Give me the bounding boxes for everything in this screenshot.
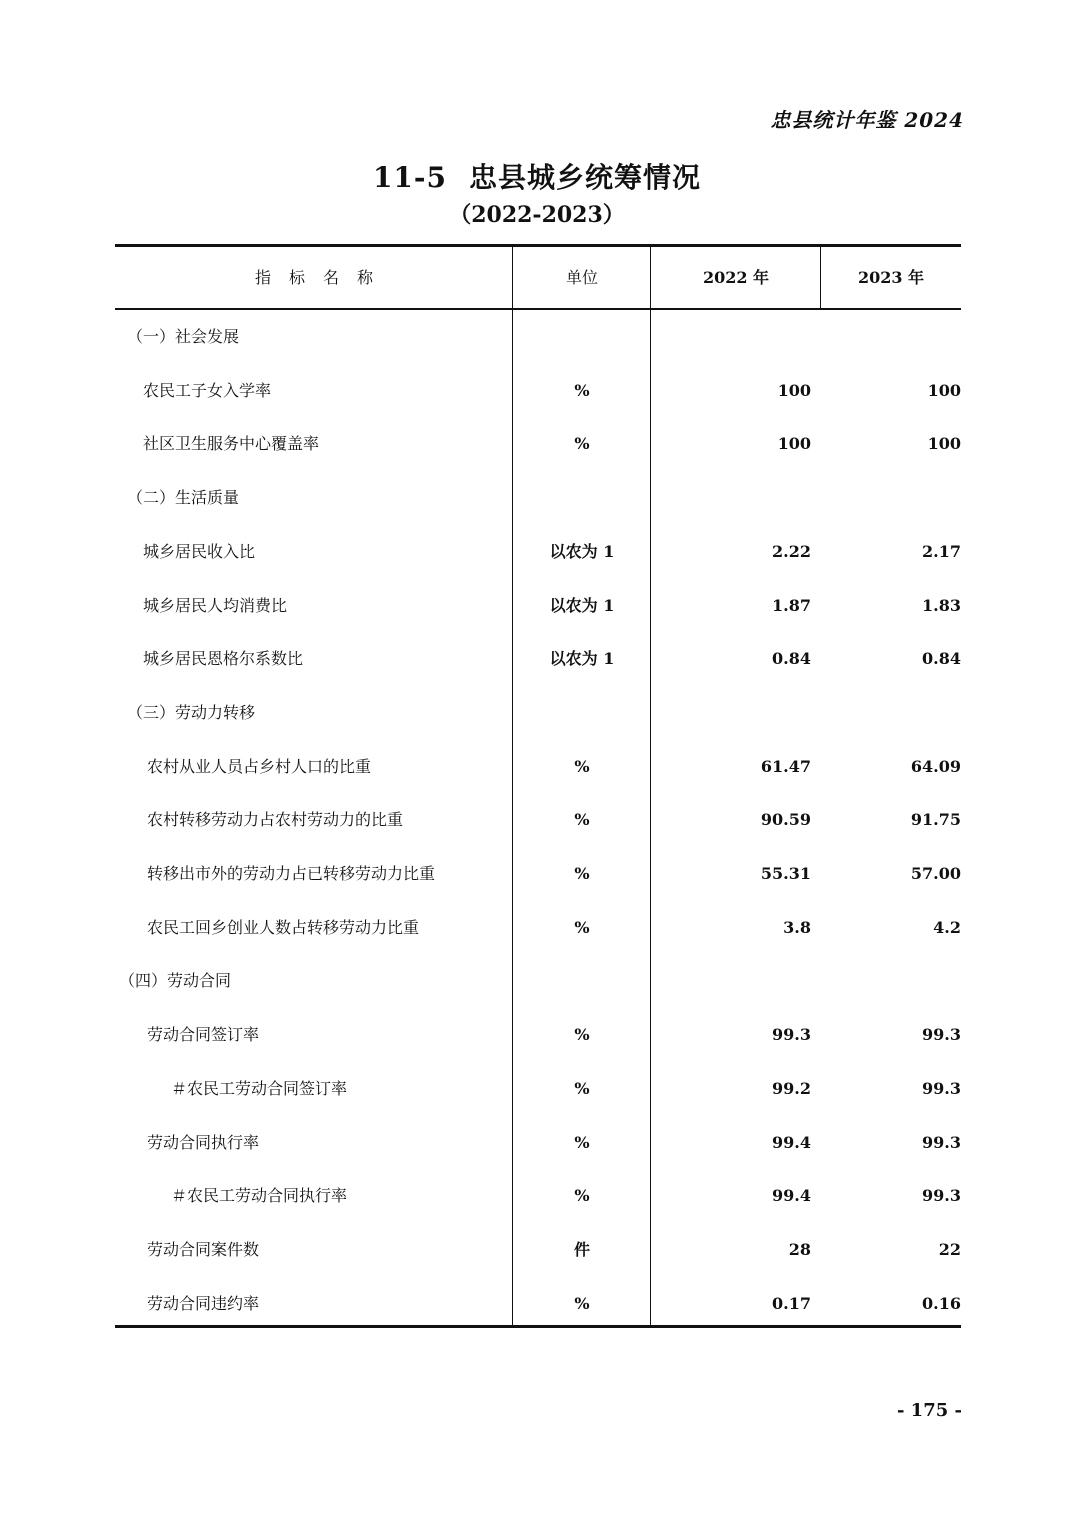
row-name: 劳动合同案件数	[147, 1239, 260, 1259]
table-row	[115, 954, 961, 1008]
row-value-2022: 1.87	[772, 595, 811, 615]
row-value-2023: 100	[927, 434, 961, 454]
row-name: 农民工回乡创业人数占转移劳动力比重	[147, 917, 420, 937]
row-unit: %	[574, 1132, 590, 1152]
row-value-2023	[821, 954, 961, 1008]
table-row	[115, 847, 961, 901]
table-title-text: 忠县城乡统筹情况	[469, 161, 702, 194]
row-value-2022	[651, 954, 811, 1008]
row-value-2022: 2.22	[772, 541, 811, 561]
row-value-2022: 90.59	[760, 810, 811, 830]
row-value-2023: 100	[927, 380, 961, 400]
table-row	[115, 417, 961, 471]
row-unit: %	[574, 810, 590, 830]
row-value-2023	[821, 471, 961, 525]
row-unit: %	[574, 1293, 590, 1313]
table-row	[115, 579, 961, 633]
row-name: 社区卫生服务中心覆盖率	[143, 434, 320, 454]
row-value-2023: 99.3	[922, 1025, 961, 1045]
row-name: 城乡居民恩格尔系数比	[143, 649, 304, 669]
row-unit: 件	[573, 1239, 590, 1259]
running-header: 忠县统计年鉴 2024	[770, 108, 964, 132]
row-name: 劳动合同签订率	[147, 1025, 260, 1045]
row-name: （二）生活质量	[127, 488, 240, 508]
table-row	[115, 632, 961, 686]
table-row	[115, 1277, 961, 1331]
column-header-2022: 2022 年	[702, 268, 770, 287]
row-value-2023: 99.3	[922, 1132, 961, 1152]
row-value-2023: 99.3	[922, 1078, 961, 1098]
table-row	[115, 1008, 961, 1062]
row-name: （一）社会发展	[127, 327, 240, 346]
row-value-2023	[821, 310, 961, 364]
column-header-unit: 单位	[565, 268, 598, 287]
table-row	[115, 1169, 961, 1223]
table-row	[115, 740, 961, 794]
row-value-2022: 100	[777, 380, 811, 400]
row-value-2023: 0.84	[922, 649, 961, 669]
row-name: 城乡居民人均消费比	[143, 595, 288, 615]
row-value-2023: 4.2	[933, 917, 961, 937]
row-name: 农民工子女入学率	[143, 380, 272, 400]
row-unit	[513, 954, 651, 1008]
row-unit	[513, 471, 651, 525]
row-name: ＃农民工劳动合同签订率	[171, 1078, 348, 1098]
row-value-2022: 61.47	[760, 756, 811, 776]
table-row	[115, 1116, 961, 1170]
row-name: 转移出市外的劳动力占已转移劳动力比重	[147, 864, 436, 883]
row-value-2022	[651, 471, 811, 525]
table-row	[115, 1062, 961, 1116]
row-value-2022: 100	[777, 434, 811, 454]
row-name: 农村从业人员占乡村人口的比重	[147, 756, 372, 776]
table-number: 11-5	[372, 161, 448, 194]
row-value-2022: 99.4	[772, 1186, 811, 1206]
row-value-2023: 0.16	[922, 1293, 961, 1313]
row-name: 城乡居民收入比	[143, 541, 256, 561]
row-name: 农村转移劳动力占农村劳动力的比重	[147, 810, 404, 830]
row-value-2023: 99.3	[922, 1186, 961, 1206]
row-unit: %	[574, 380, 590, 400]
row-value-2022: 0.17	[772, 1293, 811, 1313]
row-unit: %	[574, 864, 590, 883]
row-unit	[513, 310, 651, 364]
column-header-2023: 2023 年	[857, 268, 925, 287]
row-value-2022: 99.4	[772, 1132, 811, 1152]
table-row	[115, 901, 961, 955]
row-value-2023: 2.17	[922, 541, 961, 561]
row-value-2022: 3.8	[783, 917, 811, 937]
row-value-2023: 57.00	[910, 864, 961, 883]
row-value-2022	[651, 686, 811, 740]
row-value-2022: 55.31	[760, 864, 811, 883]
table-row	[115, 793, 961, 847]
row-unit: %	[574, 1186, 590, 1206]
row-name: ＃农民工劳动合同执行率	[171, 1186, 348, 1206]
column-header-name: 指标名称	[254, 268, 391, 287]
row-value-2023	[821, 686, 961, 740]
row-value-2022: 0.84	[772, 649, 811, 669]
row-value-2022: 99.2	[772, 1078, 811, 1098]
row-name: 劳动合同执行率	[147, 1132, 260, 1152]
row-unit: %	[574, 917, 590, 937]
row-name: （四）劳动合同	[119, 971, 232, 991]
table-row	[115, 686, 961, 740]
table-row	[115, 471, 961, 525]
row-unit: 以农为 1	[549, 595, 615, 615]
table-row	[115, 525, 961, 579]
statistics-table	[115, 244, 961, 1328]
row-value-2023: 64.09	[910, 756, 961, 776]
table-title	[0, 156, 1074, 196]
row-unit	[513, 686, 651, 740]
row-value-2022	[651, 310, 811, 364]
row-value-2022: 99.3	[772, 1025, 811, 1045]
row-name: 劳动合同违约率	[147, 1293, 260, 1313]
row-unit: %	[574, 1025, 590, 1045]
row-value-2023: 1.83	[922, 595, 961, 615]
page-number: - 175 -	[896, 1400, 962, 1421]
table-row	[115, 1223, 961, 1277]
row-unit: 以农为 1	[549, 541, 615, 561]
row-unit: 以农为 1	[549, 649, 615, 669]
row-unit: %	[574, 756, 590, 776]
row-value-2022: 28	[788, 1239, 811, 1259]
row-unit: %	[574, 1078, 590, 1098]
table-years: （2022-2023）	[449, 202, 625, 228]
row-unit: %	[574, 434, 590, 454]
row-name: （三）劳动力转移	[127, 702, 256, 722]
row-value-2023: 91.75	[910, 810, 961, 830]
table-row	[115, 364, 961, 418]
table-row	[115, 310, 961, 364]
row-value-2023: 22	[938, 1239, 961, 1259]
